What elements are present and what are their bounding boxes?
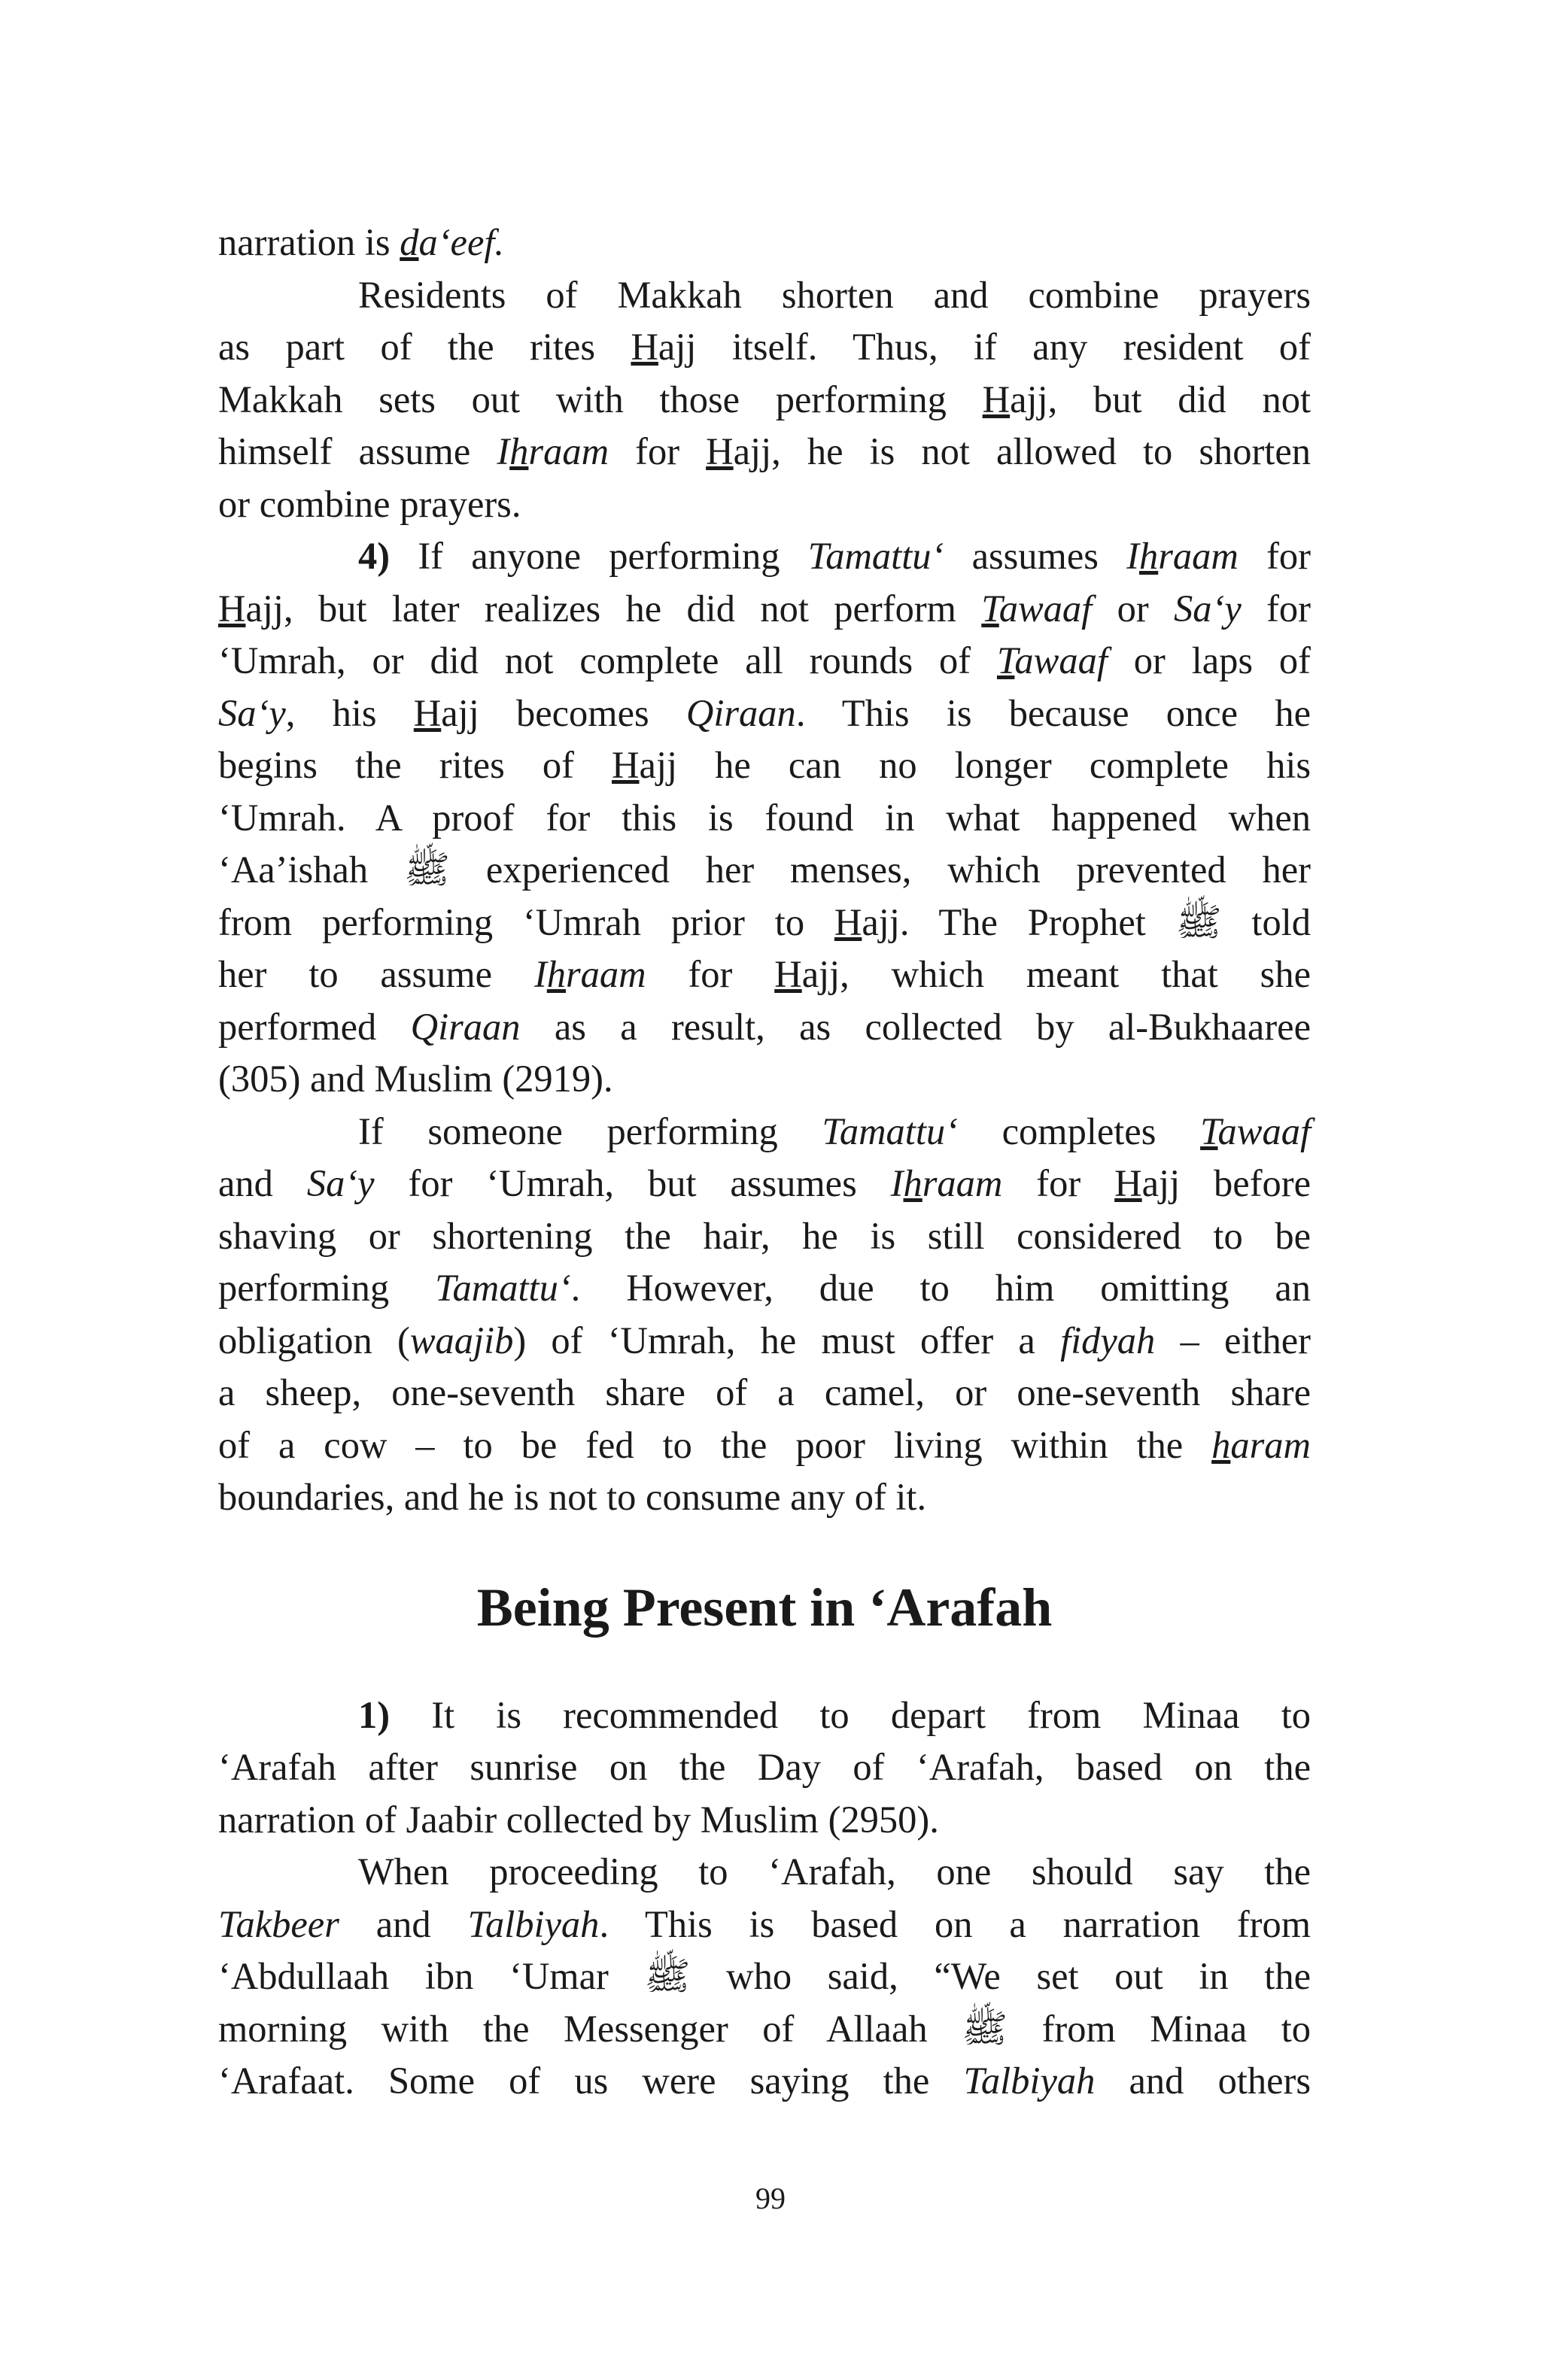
- top-text-line: her to assume Ihraam for Hajj, which meant that she: [218, 953, 1311, 995]
- section-heading: Being Present in ‘Arafah: [476, 1577, 1053, 1638]
- bottom-text-line: narration of Jaabir collected by Muslim (2950).: [218, 1798, 939, 1841]
- top-text-line: begins the rites of Hajj he can no longer complete his: [218, 744, 1312, 786]
- top-text-line: and Sa‘y for ‘Umrah, but assumes Ihraam for Hajj before: [218, 1162, 1311, 1204]
- bottom-text-line: ‘Abdullaah ibn ‘Umar ﷺ who said, “We set out in the: [218, 1955, 1311, 1997]
- page-body: [218, 217, 1311, 2108]
- top-text-line: of a cow – to be fed to the poor living within the haram: [218, 1423, 1311, 1466]
- bottom-text-line: Takbeer and Talbiyah. This is based on a narration from: [218, 1902, 1311, 1945]
- top-text-line: (305) and Muslim (2919).: [218, 1058, 613, 1100]
- top-text-line: If someone performing Tamattu‘ completes Tawaaf: [358, 1110, 1311, 1152]
- top-text-line: ‘Aa’ishah ﷺ experienced her menses, which prevented her: [218, 848, 1311, 891]
- top-text-line: shaving or shortening the hair, he is still considered to be: [218, 1214, 1311, 1257]
- top-text-line: Sa‘y, his Hajj becomes Qiraan. This is because once he: [218, 691, 1311, 734]
- top-text-line: Makkah sets out with those performing Hajj, but did not: [218, 378, 1311, 420]
- body-text-top: [218, 217, 1311, 1524]
- top-text-line: Residents of Makkah shorten and combine prayers: [358, 273, 1311, 316]
- top-text-line: narration is da‘eef.: [218, 221, 505, 263]
- top-text-line: performing Tamattu‘. However, due to him omitting an: [218, 1267, 1311, 1309]
- bottom-text-line: 1) It is recommended to depart from Minaa to: [358, 1693, 1311, 1736]
- bottom-text-line: When proceeding to ‘Arafah, one should say the: [358, 1850, 1311, 1893]
- bottom-text-line: ‘Arafaat. Some of us were saying the Talbiyah and others: [218, 2060, 1311, 2102]
- bottom-text-line: morning with the Messenger of Allaah ﷺ from Minaa to: [218, 2007, 1311, 2050]
- top-text-line: 4) If anyone performing Tamattu‘ assumes Ihraam for: [358, 535, 1311, 577]
- top-text-line: ‘Umrah, or did not complete all rounds of Tawaaf or laps of: [218, 639, 1311, 682]
- top-text-line: himself assume Ihraam for Hajj, he is not allowed to shorten: [218, 430, 1311, 472]
- top-text-line: obligation (waajib) of ‘Umrah, he must offer a fidyah – either: [218, 1319, 1311, 1362]
- top-text-line: boundaries, and he is not to consume any of it.: [218, 1476, 927, 1518]
- bottom-text-line: ‘Arafah after sunrise on the Day of ‘Arafah, based on the: [218, 1746, 1311, 1788]
- top-text-line: Hajj, but later realizes he did not perform Tawaaf or Sa‘y for: [218, 587, 1311, 630]
- top-text-line: performed Qiraan as a result, as collected by al-Bukhaaree: [218, 1005, 1311, 1048]
- top-text-line: from performing ‘Umrah prior to Hajj. The Prophet ﷺ told: [218, 900, 1311, 943]
- body-text-bottom: [218, 1689, 1311, 2108]
- top-text-line: as part of the rites Hajj itself. Thus, if any resident of: [218, 326, 1311, 368]
- top-text-line: ‘Umrah. A proof for this is found in what happened when: [218, 796, 1311, 839]
- top-text-line: or combine prayers.: [218, 482, 521, 525]
- top-text-line: a sheep, one-seventh share of a camel, or one-seventh share: [218, 1371, 1311, 1413]
- page-number: 99: [755, 2181, 786, 2215]
